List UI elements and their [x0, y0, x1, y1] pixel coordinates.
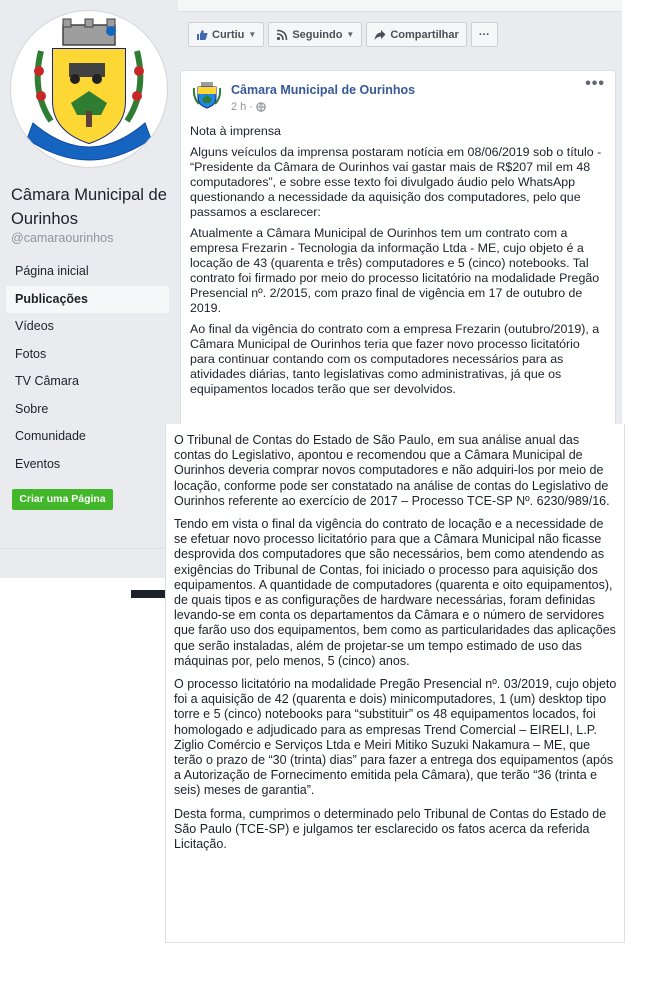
post-paragraph: Desta forma, cumprimos o determinado pelo Tribunal de Contas do Estado de São Paulo (TCE-SP) e julgamos ter esclarecido os fatos acerca da referida Licitação. — [174, 806, 607, 852]
page-profile-picture[interactable] — [10, 10, 168, 168]
post-card — [180, 70, 616, 434]
nav-item-events[interactable]: Eventos — [15, 456, 61, 471]
top-strip — [178, 0, 622, 12]
coat-of-arms-icon — [192, 80, 222, 110]
page-sidebar — [0, 0, 178, 590]
post-continuation — [165, 424, 625, 943]
post-paragraph: O Tribunal de Contas do Estado de São Paulo, em sua análise anual das contas do Legislativo, apontou e recomendou que a Câmara Municipal de Ourinhos deveria comprar novos computadores e não adquiri-los por meio de locação, conforme pode ser constatado na análise de contas do Legislativo de Ourinhos referente ao exercício de 2017 – Processo TCE-SP Nº. 6230/989/16. — [174, 433, 610, 508]
sidebar-divider — [0, 548, 178, 549]
globe-icon — [256, 102, 266, 112]
like-button-label: Curtiu — [212, 28, 245, 41]
share-button[interactable] — [366, 22, 466, 47]
post-options-icon[interactable]: ••• — [585, 75, 605, 92]
nav-item-posts[interactable]: Publicações — [6, 286, 169, 314]
caret-down-icon: ▼ — [248, 30, 257, 39]
post-paragraph: Alguns veículos da imprensa postaram notícia em 08/06/2019 sob o título - “Presidente da Câmara de Ourinhos vai gastar mais de R$207 mil em 48 computadores”, e sobre esse texto foi divulgado áudio pelo WhatsApp questionando a necessidade da aquisição dos computadores, pelo que passamos a esclarecer: — [190, 145, 602, 219]
post-timestamp[interactable]: 2 h · — [231, 101, 266, 113]
page-actions-bar — [188, 22, 498, 47]
caret-down-icon: ▼ — [346, 30, 355, 39]
post-paragraph: O processo licitatório na modalidade Pregão Presencial nº. 03/2019, cujo objeto foi a aquisição de 42 (quarenta e dois) minicomputadores, 1 (um) desktop tipo torre e 5 (cinco) notebooks para “substituir” os 48 equipamentos locados, foi homologado e adjudicado para as empresas Trend Comercial – EIRELI, L.P. Ziglio Comércio e Serviços Ltda e Meiri Mitiko Suzuki Nakamura – ME, que terão o prazo de “30 (trinta) dias” para fazer a entrega dos equipamentos (após a Autorização de Fornecimento emitida pela Câmara), que terão “36 (trinta e seis) meses de garantia”. — [174, 677, 617, 798]
post-continuation-text — [174, 433, 618, 860]
more-options-button[interactable]: ··· — [471, 22, 498, 47]
thumbs-up-icon — [196, 29, 208, 41]
post-paragraph: Ao final da vigência do contrato com a empresa Frezarin (outubro/2019), a Câmara Municipal de Ourinhos teria que fazer novo processo licitatório para continuar contando com os computadores necessários para as atividades diárias, tanto legislativas como administrativas, já que os equipamentos locados terão que ser devolvidos. — [190, 322, 600, 396]
nav-item-about[interactable]: Sobre — [15, 401, 49, 416]
dark-strip — [131, 590, 165, 598]
post-paragraph: Nota à imprensa — [190, 124, 281, 138]
post-paragraph: Tendo em vista o final da vigência do contrato de locação e a necessidade de se efetuar novo processo licitatório para que a Câmara Municipal não ficasse desprovida dos computadores que são necessários, bem como atendendo as exigências do Tribunal de Contas, foi iniciado o processo para aquisição dos equipamentos. A quantidade de computadores (quarenta e oito equipamentos), de quais tipos e as configurações de hardware necessárias, foram definidas levando-se em conta os departamentos da Câmara e o número de servidores que farão uso dos equipamentos, bem como as particularidades das aplicações que serão instaladas, além de projetar-se um tempo estimado de uso das máquinas por, pelo menos, 5 (cinco) anos. — [174, 517, 616, 668]
follow-button-label: Seguindo — [292, 28, 343, 41]
share-arrow-icon — [374, 29, 386, 41]
create-page-button[interactable]: Criar uma Página — [12, 489, 113, 510]
page-handle[interactable]: @camaraourinhos — [11, 231, 114, 245]
sidebar-bottom — [0, 578, 178, 590]
coat-of-arms-icon — [11, 11, 167, 167]
rss-icon — [276, 29, 288, 41]
post-author-avatar[interactable] — [192, 80, 222, 110]
share-button-label: Compartilhar — [390, 28, 459, 41]
nav-item-photos[interactable]: Fotos — [15, 346, 47, 361]
nav-item-tv-camara[interactable]: TV Câmara — [15, 374, 79, 388]
nav-item-videos[interactable]: Vídeos — [15, 319, 54, 333]
post-author-name[interactable]: Câmara Municipal de Ourinhos — [231, 83, 416, 97]
page-nav — [6, 258, 169, 478]
post-text — [190, 124, 608, 403]
nav-item-home[interactable]: Página inicial — [15, 264, 89, 278]
like-button[interactable] — [188, 22, 264, 47]
page-title[interactable]: Câmara Municipal de Ourinhos — [11, 186, 167, 228]
post-time-label: 2 h — [231, 101, 247, 113]
nav-item-community[interactable]: Comunidade — [15, 429, 86, 443]
post-paragraph: Atualmente a Câmara Municipal de Ourinhos tem um contrato com a empresa Frezarin - Tecnologia da informação Ltda - ME, cujo objeto é a locação de 43 (quarenta e três) computadores e 5 (cinco) notebooks. Tal contrato foi firmado por meio do processo licitatório na modalidade Pregão Presencial nº. 2/2015, com prazo final de vigência em 17 de outubro de 2019. — [190, 226, 600, 315]
follow-button[interactable] — [268, 22, 362, 47]
